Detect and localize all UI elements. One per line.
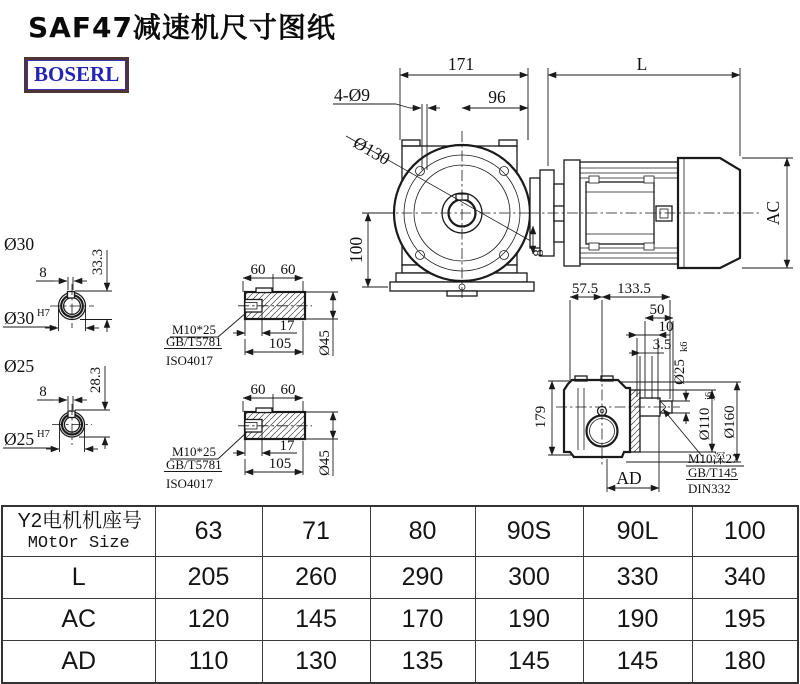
shaft1-dim-60-right: 60	[280, 262, 296, 278]
cell: 290	[370, 557, 475, 599]
bore25-fit-label: Ø25	[4, 429, 35, 449]
dim-100-label: 100	[346, 236, 366, 264]
shaft1-dia-label: Ø45	[317, 330, 333, 356]
bore25-dia-label: Ø25	[4, 356, 35, 376]
bore25-key-width-label: 8	[39, 384, 47, 400]
motor-side-view	[528, 158, 762, 268]
row-label: AC	[2, 599, 155, 641]
side-standard1-label: GB/T145	[688, 465, 738, 480]
col-header: 71	[262, 506, 370, 557]
table-header-row	[2, 506, 798, 557]
bore25-key-height-label: 28.3	[88, 366, 104, 394]
cell: 145	[262, 599, 370, 641]
cell: 135	[370, 641, 475, 684]
cell: 120	[155, 599, 262, 641]
shaft2-dia-label: Ø45	[317, 450, 333, 476]
col-header: 90S	[475, 506, 583, 557]
bore30-fit-sup: H7	[37, 308, 50, 319]
col-header: 80	[370, 506, 475, 557]
col-header: 90L	[583, 506, 692, 557]
table-row-AD	[2, 641, 798, 684]
shaft1-dim-17: 17	[279, 318, 295, 334]
dim-3-5-label: 3.5	[652, 337, 672, 353]
bore-section-30	[3, 234, 112, 332]
cell: 300	[475, 557, 583, 599]
dim-L-label: L	[636, 54, 648, 74]
table-header-motor-size	[2, 506, 155, 557]
page-title: SAF47减速机尺寸图纸	[28, 11, 336, 44]
cell: 180	[692, 641, 798, 684]
shaft2-dim-105: 105	[268, 456, 292, 472]
col-header: 100	[692, 506, 798, 557]
dim-96-label: 96	[488, 87, 506, 107]
shaft2-dim-60-right: 60	[280, 382, 296, 398]
bore-section-25	[3, 356, 110, 452]
shaft1-dim-105: 105	[268, 336, 292, 352]
brand-logo: BOSERL	[24, 57, 129, 93]
cell: 170	[370, 599, 475, 641]
shaft-dia-label: Ø25	[672, 359, 688, 385]
shaft-dia-sup: k6	[679, 341, 690, 352]
spigot-dia-sup: j6	[704, 391, 715, 400]
dim-57-5-label: 57.5	[571, 281, 599, 297]
dim-key-8-label: 8	[531, 249, 547, 257]
shaft2-standard1-label: GB/T5781	[166, 457, 222, 472]
dim-AC-label: AC	[763, 200, 783, 226]
dim-133-5-label: 133.5	[617, 281, 651, 297]
cell: 190	[583, 599, 692, 641]
cell: 145	[475, 641, 583, 684]
dim-flange-dia-label: Ø130	[350, 132, 394, 169]
tap-hole-label: M10深27	[688, 451, 739, 466]
cell: 110	[155, 641, 262, 684]
dim-171-label: 171	[447, 54, 475, 74]
bore30-fit-label: Ø30	[4, 308, 35, 328]
header-en: MOtOr Size	[27, 533, 130, 553]
cell: 195	[692, 599, 798, 641]
side-standard2-label: DIN332	[688, 481, 731, 496]
shaft1-standard1-label: GB/T5781	[166, 334, 222, 349]
row-label: L	[2, 557, 155, 599]
shaft-end-1	[164, 262, 338, 368]
header-cn: Y2电机机座号	[17, 509, 142, 532]
spigot-dia-label: Ø110	[697, 407, 713, 441]
shaft2-thread-label: M10*25	[172, 444, 217, 459]
flange-dia-label: Ø160	[722, 405, 738, 439]
bore25-fit-sup: H7	[37, 429, 50, 440]
cell: 260	[262, 557, 370, 599]
shaft1-dim-60-left: 60	[250, 262, 266, 278]
cell: 190	[475, 599, 583, 641]
shaft2-standard2-label: ISO4017	[166, 476, 213, 491]
dimension-table	[1, 505, 799, 684]
cell: 340	[692, 557, 798, 599]
cell: 205	[155, 557, 262, 599]
shaft1-standard2-label: ISO4017	[166, 353, 213, 368]
table-row-L	[2, 557, 798, 599]
cell: 145	[583, 641, 692, 684]
dim-10-label: 10	[658, 319, 674, 335]
shaft2-dim-60-left: 60	[250, 382, 266, 398]
col-header: 63	[155, 506, 262, 557]
dim-bolt-holes-label: 4-Ø9	[334, 85, 370, 105]
cell: 330	[583, 557, 692, 599]
dim-179-label: 179	[533, 405, 549, 429]
dim-50-label: 50	[649, 302, 665, 318]
shaft2-dim-17: 17	[279, 438, 295, 454]
shaft-end-2	[164, 382, 338, 491]
bore30-key-width-label: 8	[39, 265, 47, 281]
table-row-AC	[2, 599, 798, 641]
bore30-key-height-label: 33.3	[90, 248, 106, 276]
shaft1-thread-label: M10*25	[172, 322, 217, 337]
cell: 130	[262, 641, 370, 684]
bore30-dia-label: Ø30	[4, 234, 35, 254]
dim-AD-label: AD	[616, 468, 642, 488]
row-label: AD	[2, 641, 155, 684]
